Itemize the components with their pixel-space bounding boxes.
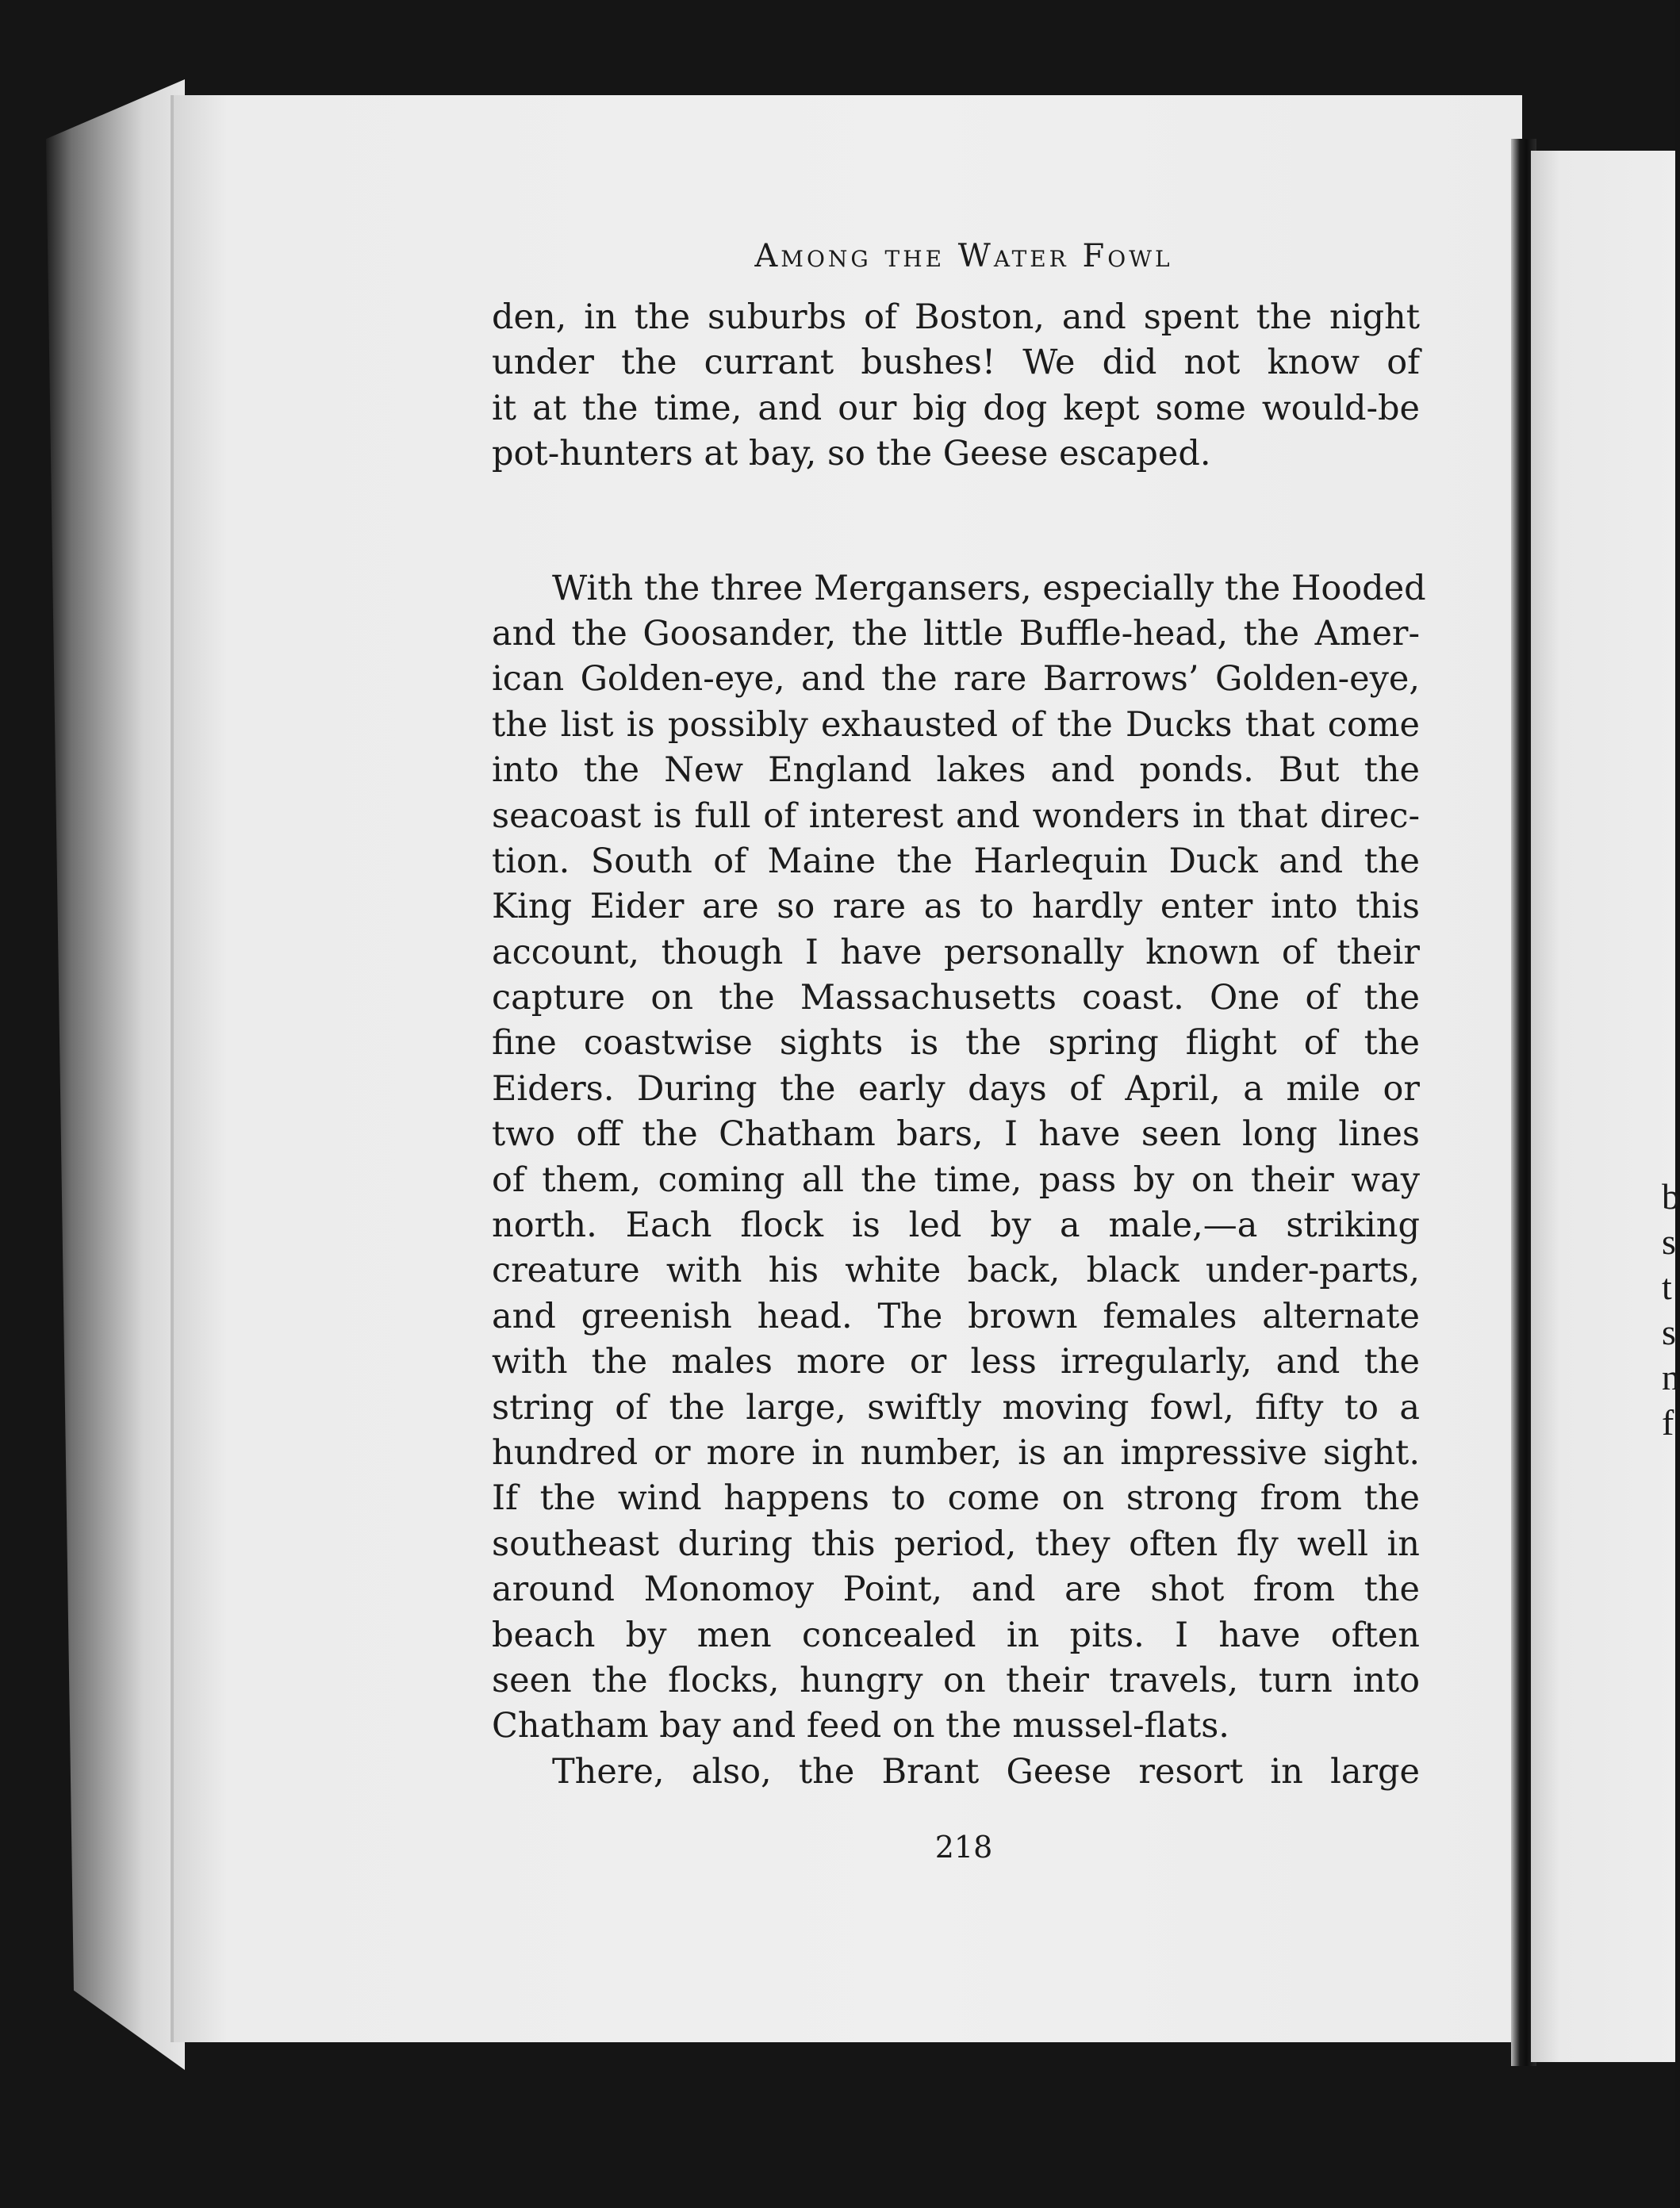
text-line: string of the large, swiftly moving fowl, fifty to a	[492, 1387, 1420, 1428]
text-line: north. Each flock is led by a male,—a striking	[492, 1206, 1420, 1246]
text-line: ican Golden-eye, and the rare Barrows’ Golden-eye,	[492, 659, 1420, 700]
text-line: Chatham bay and feed on the mussel-flats.	[492, 1706, 1229, 1746]
right-page-text-fragments	[1662, 1174, 1680, 1445]
text-line: seen the flocks, hungry on their travels, turn into	[492, 1660, 1420, 1700]
right-fragment: s	[1662, 1312, 1676, 1352]
right-fragment: t	[1662, 1267, 1672, 1307]
text-line: around Monomoy Point, and are shot from the	[492, 1570, 1420, 1610]
text-line: it at the time, and our big dog kept some would-be	[492, 388, 1420, 428]
text-line: of them, coming all the time, pass by on their way	[492, 1160, 1420, 1200]
page-text-block	[492, 238, 1426, 1865]
text-line: capture on the Massachusetts coast. One of the	[492, 978, 1420, 1018]
paragraph-mergansers	[492, 566, 1426, 1750]
text-line: into the New England lakes and ponds. But the	[492, 750, 1420, 791]
text-line: den, in the suburbs of Boston, and spent the night	[492, 297, 1420, 337]
right-fragment: f	[1662, 1402, 1674, 1443]
text-line: pot-hunters at bay, so the Geese escaped.	[492, 434, 1211, 474]
text-line: creature with his white back, black under-parts,	[492, 1251, 1420, 1291]
right-page-edge	[1531, 151, 1675, 2062]
section-break	[492, 477, 1420, 566]
book-page-edges	[46, 79, 185, 2070]
text-line: With the three Mergansers, especially the Hooded	[552, 568, 1426, 608]
right-fragment: s	[1662, 1221, 1676, 1262]
text-line: seacoast is full of interest and wonders in that direc-	[492, 795, 1420, 836]
text-line: There, also, the Brant Geese resort in large	[552, 1751, 1420, 1792]
right-fragment: b	[1662, 1176, 1680, 1217]
right-fragment: n	[1662, 1357, 1680, 1397]
text-line: southeast during this period, they often fly well in	[492, 1524, 1420, 1564]
text-line: If the wind happens to come on strong from the	[492, 1478, 1420, 1519]
page-number: 218	[934, 1830, 993, 1865]
text-line: and greenish head. The brown females alternate	[492, 1296, 1420, 1336]
text-line: and the Goosander, the little Buffle-head, the Amer-	[492, 613, 1420, 654]
text-line: account, though I have personally known of their	[492, 932, 1420, 972]
paragraph-brant-geese	[492, 1750, 1420, 1795]
text-line: hundred or more in number, is an impressive sight.	[492, 1432, 1420, 1473]
text-line: two off the Chatham bars, I have seen long lines	[492, 1114, 1420, 1155]
text-line: King Eider are so rare as to hardly enter into this	[492, 887, 1420, 927]
running-head: Among the Water Fowl	[754, 238, 1173, 274]
text-line: Eiders. During the early days of April, a mile or	[492, 1068, 1420, 1109]
text-line: tion. South of Maine the Harlequin Duck and the	[492, 841, 1420, 881]
text-line: the list is possibly exhausted of the Ducks that come	[492, 704, 1420, 745]
text-line: with the males more or less irregularly, and the	[492, 1342, 1420, 1382]
text-line: fine coastwise sights is the spring flight of the	[492, 1023, 1420, 1064]
paragraph-continued	[492, 295, 1420, 477]
text-line: under the currant bushes! We did not know of	[492, 343, 1420, 383]
text-line: beach by men concealed in pits. I have often	[492, 1615, 1420, 1655]
